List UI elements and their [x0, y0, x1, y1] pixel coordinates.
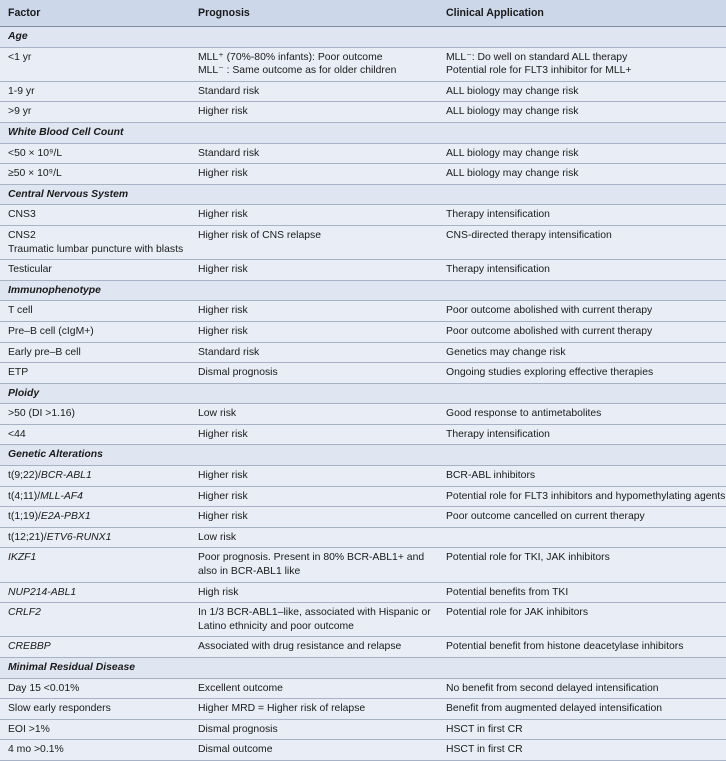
- table-row: [0, 548, 726, 582]
- factor-cell: NUP214-ABL1: [0, 582, 190, 603]
- table-row: [0, 47, 726, 81]
- clinical-cell: [438, 527, 726, 548]
- prognosis-cell: Higher risk: [190, 486, 438, 507]
- table-row: [0, 321, 726, 342]
- prognosis-cell: [190, 603, 438, 637]
- factor-cell: [0, 225, 190, 259]
- clinical-cell: Therapy intensification: [438, 205, 726, 226]
- clinical-cell: Potential benefits from TKI: [438, 582, 726, 603]
- prognosis-cell: Higher risk: [190, 507, 438, 528]
- prognosis-cell: Dismal prognosis: [190, 363, 438, 384]
- prognosis-cell: Standard risk: [190, 143, 438, 164]
- factor-cell: [0, 466, 190, 487]
- factor-cell: Early pre–B cell: [0, 342, 190, 363]
- factor-cell: Day 15 <0.01%: [0, 678, 190, 699]
- clinical-cell: Benefit from augmented delayed intensification: [438, 699, 726, 720]
- clinical-line: Potential role for FLT3 inhibitor for MLL+: [446, 65, 632, 77]
- section-row: [0, 27, 726, 48]
- clinical-cell: Therapy intensification: [438, 424, 726, 445]
- section-row: [0, 122, 726, 143]
- section-age: Age: [0, 27, 726, 48]
- clinical-cell: ALL biology may change risk: [438, 143, 726, 164]
- clinical-cell: Poor outcome abolished with current therapy: [438, 321, 726, 342]
- table-row: [0, 225, 726, 259]
- clinical-cell: ALL biology may change risk: [438, 102, 726, 123]
- table-row: [0, 342, 726, 363]
- prognosis-line: also in BCR-ABL1 like: [198, 566, 301, 578]
- section-row: [0, 383, 726, 404]
- section-ploidy: Ploidy: [0, 383, 726, 404]
- prognosis-cell: Standard risk: [190, 81, 438, 102]
- header-clinical: Clinical Application: [438, 0, 726, 27]
- table-row: [0, 424, 726, 445]
- section-row: [0, 445, 726, 466]
- clinical-cell: HSCT in first CR: [438, 719, 726, 740]
- factor-cell: [0, 486, 190, 507]
- section-mrd: Minimal Residual Disease: [0, 658, 726, 679]
- factor-cell: <44: [0, 424, 190, 445]
- factor-cell: ≥50 × 10⁹/L: [0, 164, 190, 185]
- factor-cell: Slow early responders: [0, 699, 190, 720]
- prognosis-cell: [190, 47, 438, 81]
- factor-cell: Pre–B cell (cIgM+): [0, 321, 190, 342]
- prognosis-cell: Excellent outcome: [190, 678, 438, 699]
- table-row: [0, 301, 726, 322]
- factor-cell: [0, 507, 190, 528]
- table-row: [0, 582, 726, 603]
- factor-cell: 4 mo >0.1%: [0, 740, 190, 761]
- section-immuno: Immunophenotype: [0, 280, 726, 301]
- prognosis-cell: High risk: [190, 582, 438, 603]
- clinical-cell: ALL biology may change risk: [438, 164, 726, 185]
- clinical-cell: Potential role for FLT3 inhibitors and hypomethylating agents: [438, 486, 726, 507]
- header-prognosis: Prognosis: [190, 0, 438, 27]
- section-row: [0, 658, 726, 679]
- table-row: [0, 143, 726, 164]
- factor-cell: EOI >1%: [0, 719, 190, 740]
- table-row: [0, 637, 726, 658]
- prognosis-cell: Higher risk: [190, 301, 438, 322]
- factor-cell: >50 (DI >1.16): [0, 404, 190, 425]
- clinical-cell: Good response to antimetabolites: [438, 404, 726, 425]
- prognosis-cell: Higher risk: [190, 205, 438, 226]
- prognosis-cell: Higher risk: [190, 164, 438, 185]
- factor-prefix: t(4;11)/: [8, 490, 41, 502]
- prognosis-cell: Higher risk: [190, 466, 438, 487]
- header-row: [0, 0, 726, 27]
- factor-line: Traumatic lumbar puncture with blasts: [8, 243, 184, 255]
- header-factor: Factor: [0, 0, 190, 27]
- factor-cell: 1-9 yr: [0, 81, 190, 102]
- prognosis-cell: Low risk: [190, 404, 438, 425]
- table-row: [0, 486, 726, 507]
- prognosis-line: MLL⁺ (70%-80% infants): Poor outcome: [198, 51, 383, 63]
- clinical-cell: CNS-directed therapy intensification: [438, 225, 726, 259]
- factor-prefix: t(12;21)/: [8, 531, 47, 543]
- prognosis-cell: Higher risk of CNS relapse: [190, 225, 438, 259]
- prognosis-line: Poor prognosis. Present in 80% BCR-ABL1+ and: [198, 552, 425, 564]
- table-row: [0, 466, 726, 487]
- table-row: [0, 507, 726, 528]
- factor-line: CNS2: [8, 229, 36, 241]
- factor-cell: <1 yr: [0, 47, 190, 81]
- clinical-line: MLL⁻: Do well on standard ALL therapy: [446, 51, 628, 63]
- table-row: [0, 740, 726, 761]
- prognosis-cell: Dismal prognosis: [190, 719, 438, 740]
- section-row: [0, 280, 726, 301]
- factor-cell: ETP: [0, 363, 190, 384]
- factor-cell: CREBBP: [0, 637, 190, 658]
- table-row: [0, 404, 726, 425]
- factor-prefix: t(1;19)/: [8, 511, 41, 523]
- factor-cell: [0, 527, 190, 548]
- factor-gene: ETV6-RUNX1: [46, 531, 112, 543]
- factor-gene: MLL-AF4: [40, 490, 83, 502]
- section-row: [0, 184, 726, 205]
- clinical-cell: No benefit from second delayed intensification: [438, 678, 726, 699]
- table-row: [0, 205, 726, 226]
- factor-cell: T cell: [0, 301, 190, 322]
- prognosis-line: In 1/3 BCR-ABL1–like, associated with Hispanic or: [198, 607, 431, 619]
- clinical-cell: Poor outcome cancelled on current therapy: [438, 507, 726, 528]
- prognosis-cell: Higher risk: [190, 321, 438, 342]
- factor-gene: E2A-PBX1: [40, 511, 91, 523]
- section-cns: Central Nervous System: [0, 184, 726, 205]
- clinical-cell: Potential role for JAK inhibitors: [438, 603, 726, 637]
- prognosis-line: Latino ethnicity and poor outcome: [198, 620, 354, 632]
- prognosis-cell: Higher risk: [190, 102, 438, 123]
- factor-cell: CRLF2: [0, 603, 190, 637]
- table-row: [0, 81, 726, 102]
- prognosis-cell: Higher risk: [190, 260, 438, 281]
- clinical-cell: Ongoing studies exploring effective therapies: [438, 363, 726, 384]
- clinical-cell: ALL biology may change risk: [438, 81, 726, 102]
- table-row: [0, 678, 726, 699]
- clinical-cell: Potential role for TKI, JAK inhibitors: [438, 548, 726, 582]
- section-genetic: Genetic Alterations: [0, 445, 726, 466]
- factor-cell: Testicular: [0, 260, 190, 281]
- factor-cell: >9 yr: [0, 102, 190, 123]
- table-row: [0, 260, 726, 281]
- prognosis-line: MLL⁻ : Same outcome as for older children: [198, 65, 397, 77]
- clinical-cell: [438, 47, 726, 81]
- clinical-cell: HSCT in first CR: [438, 740, 726, 761]
- factor-prefix: t(9;22)/: [8, 470, 41, 482]
- prognosis-cell: [190, 548, 438, 582]
- table-row: [0, 719, 726, 740]
- factor-cell: IKZF1: [0, 548, 190, 582]
- table-row: [0, 603, 726, 637]
- clinical-cell: BCR-ABL inhibitors: [438, 466, 726, 487]
- table-row: [0, 699, 726, 720]
- prognosis-cell: Standard risk: [190, 342, 438, 363]
- clinical-cell: Genetics may change risk: [438, 342, 726, 363]
- clinical-cell: Potential benefit from histone deacetylase inhibitors: [438, 637, 726, 658]
- section-wbc: White Blood Cell Count: [0, 122, 726, 143]
- table-row: [0, 527, 726, 548]
- factor-cell: <50 × 10⁹/L: [0, 143, 190, 164]
- prognosis-cell: Higher risk: [190, 424, 438, 445]
- prognosis-cell: Higher MRD = Higher risk of relapse: [190, 699, 438, 720]
- prognosis-cell: Low risk: [190, 527, 438, 548]
- prognosis-cell: Associated with drug resistance and relapse: [190, 637, 438, 658]
- table-row: [0, 164, 726, 185]
- table-row: [0, 102, 726, 123]
- table-row: [0, 363, 726, 384]
- clinical-cell: Poor outcome abolished with current therapy: [438, 301, 726, 322]
- clinical-cell: Therapy intensification: [438, 260, 726, 281]
- factor-gene: BCR-ABL1: [40, 470, 92, 482]
- factor-cell: CNS3: [0, 205, 190, 226]
- prognosis-cell: Dismal outcome: [190, 740, 438, 761]
